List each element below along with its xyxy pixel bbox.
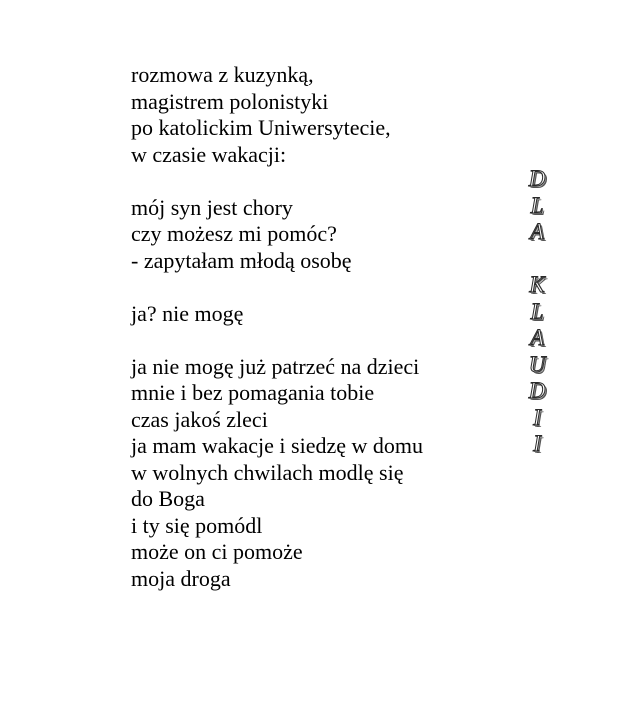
stanza — [131, 195, 491, 275]
poem-line: magistrem polonistyki — [131, 88, 329, 114]
poem-line: może on ci pomoże — [131, 539, 303, 564]
vertical-title-letter: L — [530, 298, 544, 324]
poem — [131, 62, 491, 592]
vertical-title-letter: L — [530, 192, 544, 218]
vertical-title-gap — [519, 246, 555, 273]
poem-line: mnie i bez pomagania tobie — [131, 380, 375, 405]
vertical-title-letter: D — [528, 166, 546, 191]
poem-line: i ty się pomódl — [131, 512, 263, 538]
poem-line: do Boga — [131, 486, 205, 511]
poem-line: ja nie mogę już patrzeć na dzieci — [131, 353, 420, 379]
stanza — [131, 301, 491, 328]
stanza — [131, 354, 491, 593]
poem-line: czy możesz mi pomóc? — [131, 221, 337, 246]
poem-line: rozmowa z kuzynką, — [131, 62, 314, 87]
poem-line: - zapytałam młodą osobę — [131, 247, 352, 273]
poem-line: po katolickim Uniwersytecie, — [131, 115, 391, 140]
vertical-title-letter: I — [533, 404, 541, 430]
vertical-title-letter: K — [529, 272, 545, 297]
poem-line: w wolnych chwilach modlę się — [131, 459, 404, 485]
poem-line: w czasie wakacji: — [131, 141, 287, 167]
stanza — [131, 62, 491, 168]
poem-line: moja droga — [131, 565, 231, 591]
vertical-title-letter: D — [528, 378, 546, 403]
poem-line: ja? nie mogę — [131, 300, 244, 326]
poem-line: ja mam wakacje i siedzę w domu — [131, 433, 424, 458]
poem-line: mój syn jest chory — [131, 194, 293, 220]
vertical-title-letter: A — [529, 325, 545, 350]
vertical-title — [519, 166, 555, 458]
vertical-title-letter: U — [528, 351, 546, 377]
vertical-title-letter: A — [529, 219, 545, 244]
poem-line: czas jakoś zleci — [131, 406, 268, 432]
vertical-title-letter: I — [533, 431, 541, 456]
